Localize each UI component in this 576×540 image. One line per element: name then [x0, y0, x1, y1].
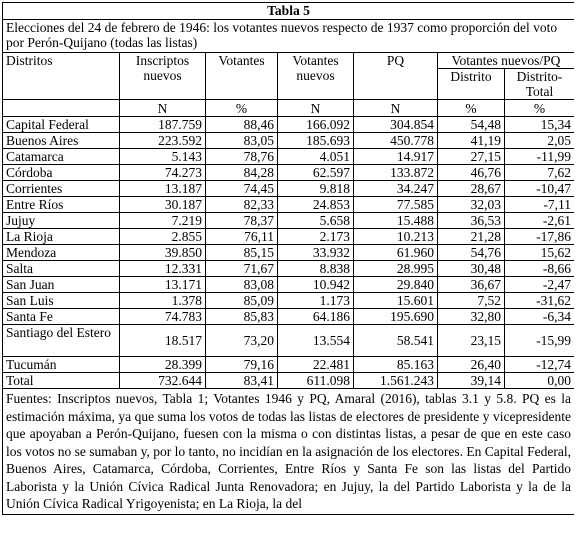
row-cell-pq: 85.163: [354, 357, 438, 373]
row-cell-inscriptos: 7.219: [120, 213, 206, 229]
table-row: [3, 117, 575, 133]
unit-votantes-nuevos: N: [278, 100, 354, 117]
row-cell-distrito: 32,03: [438, 197, 505, 213]
table-row: [3, 229, 575, 245]
row-cell-distrito: 28,67: [438, 181, 505, 197]
row-cell-dtotal: -10,47: [505, 181, 575, 197]
row-cell-votantes: 84,28: [206, 165, 278, 181]
row-cell-votantes: 85,09: [206, 293, 278, 309]
row-cell-distrito: 41,19: [438, 133, 505, 149]
row-cell-pq: 195.690: [354, 309, 438, 325]
row-cell-votantes: 85,83: [206, 309, 278, 325]
row-cell-dtotal: 0,00: [505, 373, 575, 389]
row-cell-votantes: 78,37: [206, 213, 278, 229]
header-distrito-total: Distrito-Total: [505, 69, 575, 100]
row-cell-dtotal: -15,99: [505, 325, 575, 357]
header-group: Votantes nuevos/PQ: [438, 53, 575, 69]
row-cell-inscriptos: 13.187: [120, 181, 206, 197]
header-pq: PQ: [354, 53, 438, 100]
row-cell-dtotal: -8,66: [505, 261, 575, 277]
row-cell-nuevos: 8.838: [278, 261, 354, 277]
row-district: Santiago del Estero: [3, 325, 120, 357]
row-cell-inscriptos: 39.850: [120, 245, 206, 261]
row-cell-nuevos: 2.173: [278, 229, 354, 245]
row-cell-nuevos: 185.693: [278, 133, 354, 149]
row-cell-nuevos: 13.554: [278, 325, 354, 357]
row-cell-dtotal: -2,47: [505, 277, 575, 293]
row-cell-distrito: 7,52: [438, 293, 505, 309]
header-distritos: Distritos: [3, 53, 120, 100]
row-cell-pq: 15.488: [354, 213, 438, 229]
row-district: Santa Fe: [3, 309, 120, 325]
row-district: Mendoza: [3, 245, 120, 261]
row-cell-inscriptos: 187.759: [120, 117, 206, 133]
row-district: Córdoba: [3, 165, 120, 181]
row-cell-nuevos: 62.597: [278, 165, 354, 181]
row-cell-pq: 14.917: [354, 149, 438, 165]
row-cell-distrito: 23,15: [438, 325, 505, 357]
unit-distrito-total: %: [505, 100, 575, 117]
unit-votantes: %: [206, 100, 278, 117]
row-cell-inscriptos: 12.331: [120, 261, 206, 277]
unit-pq: N: [354, 100, 438, 117]
row-cell-pq: 58.541: [354, 325, 438, 357]
table-title-row: [3, 3, 575, 20]
row-cell-dtotal: -31,62: [505, 293, 575, 309]
header-inscriptos: Inscriptos nuevos: [120, 53, 206, 100]
row-cell-nuevos: 5.658: [278, 213, 354, 229]
row-cell-nuevos: 166.092: [278, 117, 354, 133]
row-cell-distrito: 26,40: [438, 357, 505, 373]
unit-inscriptos: N: [120, 100, 206, 117]
table-row: [3, 197, 575, 213]
row-district: San Juan: [3, 277, 120, 293]
row-cell-distrito: 27,15: [438, 149, 505, 165]
row-cell-pq: 133.872: [354, 165, 438, 181]
header-distrito: Distrito: [438, 69, 505, 100]
table-row: [3, 261, 575, 277]
table-row: [3, 277, 575, 293]
row-cell-inscriptos: 2.855: [120, 229, 206, 245]
row-cell-inscriptos: 28.399: [120, 357, 206, 373]
row-cell-distrito: 54,48: [438, 117, 505, 133]
row-cell-inscriptos: 5.143: [120, 149, 206, 165]
row-cell-nuevos: 611.098: [278, 373, 354, 389]
table-row: [3, 325, 575, 357]
row-cell-pq: 34.247: [354, 181, 438, 197]
row-cell-dtotal: -7,11: [505, 197, 575, 213]
row-cell-votantes: 83,41: [206, 373, 278, 389]
row-cell-dtotal: -2,61: [505, 213, 575, 229]
table-row: [3, 165, 575, 181]
row-cell-distrito: 21,28: [438, 229, 505, 245]
row-cell-dtotal: -11,99: [505, 149, 575, 165]
row-cell-distrito: 36,67: [438, 277, 505, 293]
table-row: [3, 373, 575, 389]
header-votantes: Votantes: [206, 53, 278, 100]
row-cell-inscriptos: 30.187: [120, 197, 206, 213]
row-cell-pq: 304.854: [354, 117, 438, 133]
row-district: Entre Ríos: [3, 197, 120, 213]
row-cell-distrito: 46,76: [438, 165, 505, 181]
row-district: Corrientes: [3, 181, 120, 197]
table-row: [3, 309, 575, 325]
row-cell-pq: 28.995: [354, 261, 438, 277]
row-cell-votantes: 78,76: [206, 149, 278, 165]
row-cell-votantes: 83,05: [206, 133, 278, 149]
row-cell-votantes: 73,20: [206, 325, 278, 357]
row-cell-votantes: 74,45: [206, 181, 278, 197]
row-cell-votantes: 88,46: [206, 117, 278, 133]
row-cell-nuevos: 64.186: [278, 309, 354, 325]
row-cell-pq: 10.213: [354, 229, 438, 245]
row-cell-dtotal: 2,05: [505, 133, 575, 149]
data-table: [2, 2, 574, 515]
row-cell-distrito: 30,48: [438, 261, 505, 277]
table-row: [3, 149, 575, 165]
row-cell-votantes: 79,16: [206, 357, 278, 373]
row-district: San Luis: [3, 293, 120, 309]
units-row: [3, 100, 575, 117]
row-district: Total: [3, 373, 120, 389]
table-caption: Elecciones del 24 de febrero de 1946: los votantes nuevos respecto de 1937 como proporción del voto por Perón-Quijano (todas las listas): [3, 20, 575, 53]
row-cell-inscriptos: 1.378: [120, 293, 206, 309]
row-cell-pq: 77.585: [354, 197, 438, 213]
table-row: [3, 181, 575, 197]
row-cell-dtotal: -17,86: [505, 229, 575, 245]
row-cell-nuevos: 1.173: [278, 293, 354, 309]
row-district: Buenos Aires: [3, 133, 120, 149]
table-row: [3, 133, 575, 149]
row-cell-votantes: 71,67: [206, 261, 278, 277]
row-cell-nuevos: 10.942: [278, 277, 354, 293]
row-cell-distrito: 36,53: [438, 213, 505, 229]
footnote: Fuentes: Inscriptos nuevos, Tabla 1; Votantes 1946 y PQ, Amaral (2016), tablas 3.1 y 5.8. PQ es la estimación máxima, ya que suma los votos de todas las listas de electores de presidente y vicepresidente que apoyaban a Perón-Quijano, fuesen con la misma o con distintas listas, a pesar de que en este caso los votos no se sumaban y, por lo tanto, no incidían en la asignación de los electores. En Capital Federal, Buenos Aires, Catamarca, Córdoba, Corrientes, Entre Ríos y Santa Fe son las listas del Partido Laborista y la Unión Cívica Radical Junta Renovadora; en Jujuy, la del Partido Laborista y la de la Unión Cívica Radical Yrigoyenista; en La Rioja, la del: [3, 389, 575, 515]
table-caption-row: [3, 20, 575, 53]
row-cell-distrito: 39,14: [438, 373, 505, 389]
row-district: La Rioja: [3, 229, 120, 245]
table-row: [3, 357, 575, 373]
row-cell-pq: 29.840: [354, 277, 438, 293]
row-district: Tucumán: [3, 357, 120, 373]
row-cell-inscriptos: 13.171: [120, 277, 206, 293]
row-cell-dtotal: 15,34: [505, 117, 575, 133]
row-cell-pq: 1.561.243: [354, 373, 438, 389]
table-title: Tabla 5: [3, 3, 575, 20]
row-cell-nuevos: 9.818: [278, 181, 354, 197]
row-cell-inscriptos: 74.273: [120, 165, 206, 181]
row-cell-inscriptos: 74.783: [120, 309, 206, 325]
row-district: Salta: [3, 261, 120, 277]
row-district: Jujuy: [3, 213, 120, 229]
unit-empty: [3, 100, 120, 117]
row-cell-inscriptos: 223.592: [120, 133, 206, 149]
row-cell-dtotal: -12,74: [505, 357, 575, 373]
row-cell-distrito: 54,76: [438, 245, 505, 261]
row-cell-inscriptos: 18.517: [120, 325, 206, 357]
table-row: [3, 293, 575, 309]
row-cell-votantes: 83,08: [206, 277, 278, 293]
row-cell-dtotal: 15,62: [505, 245, 575, 261]
table-row: [3, 213, 575, 229]
row-cell-votantes: 76,11: [206, 229, 278, 245]
row-cell-votantes: 85,15: [206, 245, 278, 261]
row-cell-dtotal: 7,62: [505, 165, 575, 181]
row-cell-pq: 61.960: [354, 245, 438, 261]
row-district: Catamarca: [3, 149, 120, 165]
row-cell-pq: 15.601: [354, 293, 438, 309]
header-votantes-nuevos: Votantes nuevos: [278, 53, 354, 100]
footnote-row: [3, 389, 575, 515]
row-cell-dtotal: -6,34: [505, 309, 575, 325]
row-cell-inscriptos: 732.644: [120, 373, 206, 389]
row-cell-nuevos: 4.051: [278, 149, 354, 165]
row-district: Capital Federal: [3, 117, 120, 133]
row-cell-distrito: 32,80: [438, 309, 505, 325]
row-cell-nuevos: 24.853: [278, 197, 354, 213]
table-row: [3, 245, 575, 261]
unit-distrito: %: [438, 100, 505, 117]
row-cell-nuevos: 22.481: [278, 357, 354, 373]
row-cell-pq: 450.778: [354, 133, 438, 149]
table-container: [2, 2, 574, 538]
row-cell-nuevos: 33.932: [278, 245, 354, 261]
header-row: [3, 53, 575, 69]
row-cell-votantes: 82,33: [206, 197, 278, 213]
